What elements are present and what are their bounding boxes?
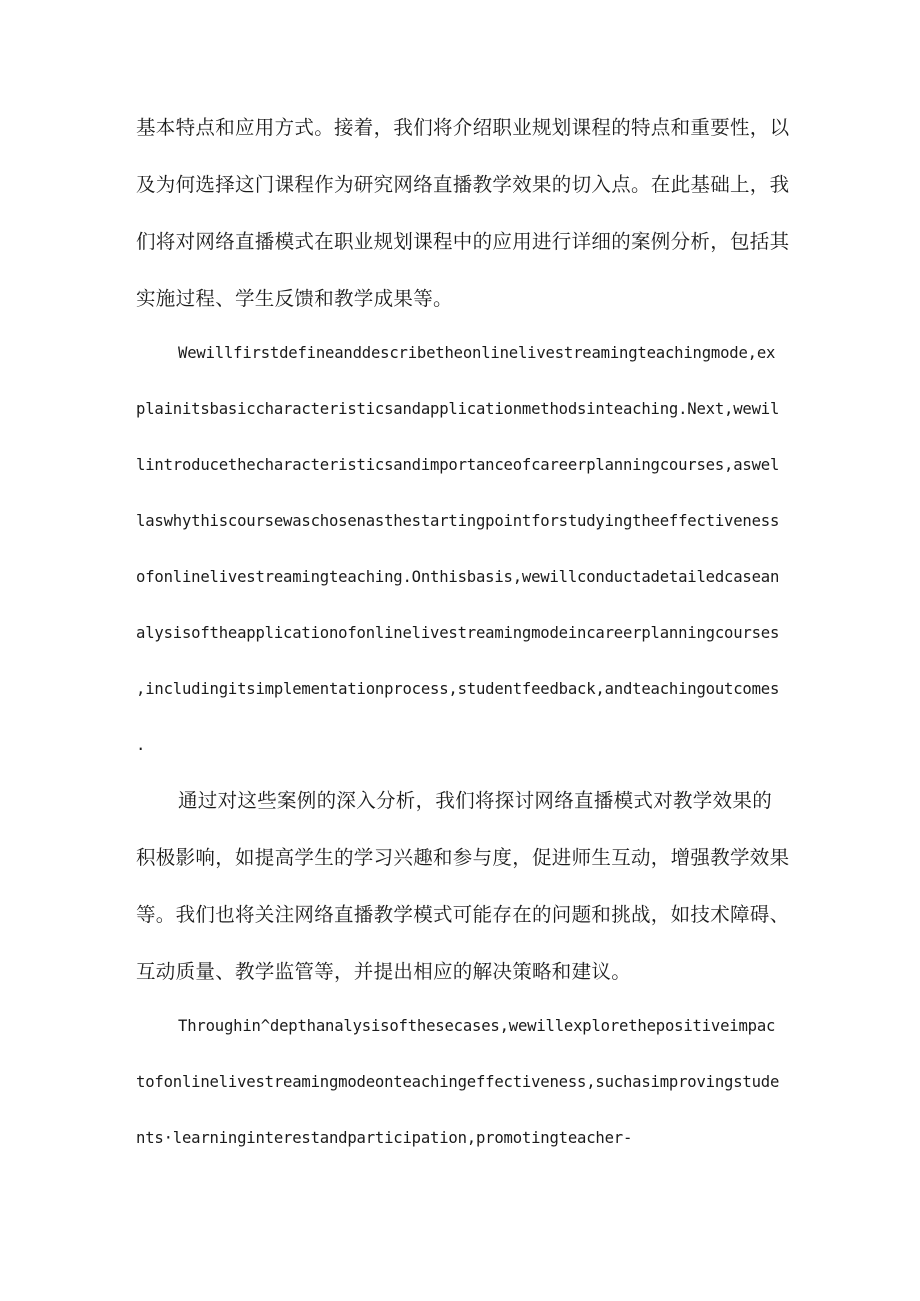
text-line: laswhythiscoursewaschosenasthestartingpointforstudyingtheeffectiveness xyxy=(136,512,780,530)
text-line: plainitsbasiccharacteristicsandapplicationmethodsinteaching.Next,wewil xyxy=(136,400,780,418)
paragraph-english-intro xyxy=(136,325,796,773)
text-line: 实施过程、学生反馈和教学成果等。 xyxy=(136,287,453,310)
text-line: 等。我们也将关注网络直播教学模式可能存在的问题和挑战，如技术障碍、 xyxy=(136,903,790,926)
paragraph-english-analysis xyxy=(136,998,796,1166)
text-line: Throughin^depthanalysisofthesecases,wewillexplorethepositiveimpac xyxy=(178,1017,776,1035)
text-line: . xyxy=(136,736,146,754)
text-line: nts·learninginterestandparticipation,promotingteacher- xyxy=(136,1129,633,1147)
text-line: 基本特点和应用方式。接着，我们将介绍职业规划课程的特点和重要性，以 xyxy=(136,116,790,139)
text-line: ,includingitsimplementationprocess,studentfeedback,andteachingoutcomes xyxy=(136,680,780,698)
text-line: 通过对这些案例的深入分析，我们将探讨网络直播模式对教学效果的 xyxy=(178,789,773,812)
text-line: lintroducethecharacteristicsandimportanceofcareerplanningcourses,aswel xyxy=(136,456,780,474)
text-line: ofonlinelivestreamingteaching.Onthisbasis,wewillconductadetailedcasean xyxy=(136,568,780,586)
text-line: alysisoftheapplicationofonlinelivestreamingmodeincareerplanningcourses xyxy=(136,624,780,642)
text-line: 积极影响，如提高学生的学习兴趣和参与度，促进师生互动，增强教学效果 xyxy=(136,846,790,869)
text-line: Wewillfirstdefineanddescribetheonlinelivestreamingteachingmode,ex xyxy=(178,344,776,362)
paragraph-chinese-analysis xyxy=(136,772,796,1000)
text-line: tofonlinelivestreamingmodeonteachingeffectiveness,suchasimprovingstude xyxy=(136,1073,780,1091)
paragraph-chinese-intro-continued xyxy=(136,99,796,327)
text-line: 及为何选择这门课程作为研究网络直播教学效果的切入点。在此基础上，我 xyxy=(136,173,790,196)
text-line: 们将对网络直播模式在职业规划课程中的应用进行详细的案例分析，包括其 xyxy=(136,230,790,253)
text-line: 互动质量、教学监管等，并提出相应的解决策略和建议。 xyxy=(136,960,632,983)
